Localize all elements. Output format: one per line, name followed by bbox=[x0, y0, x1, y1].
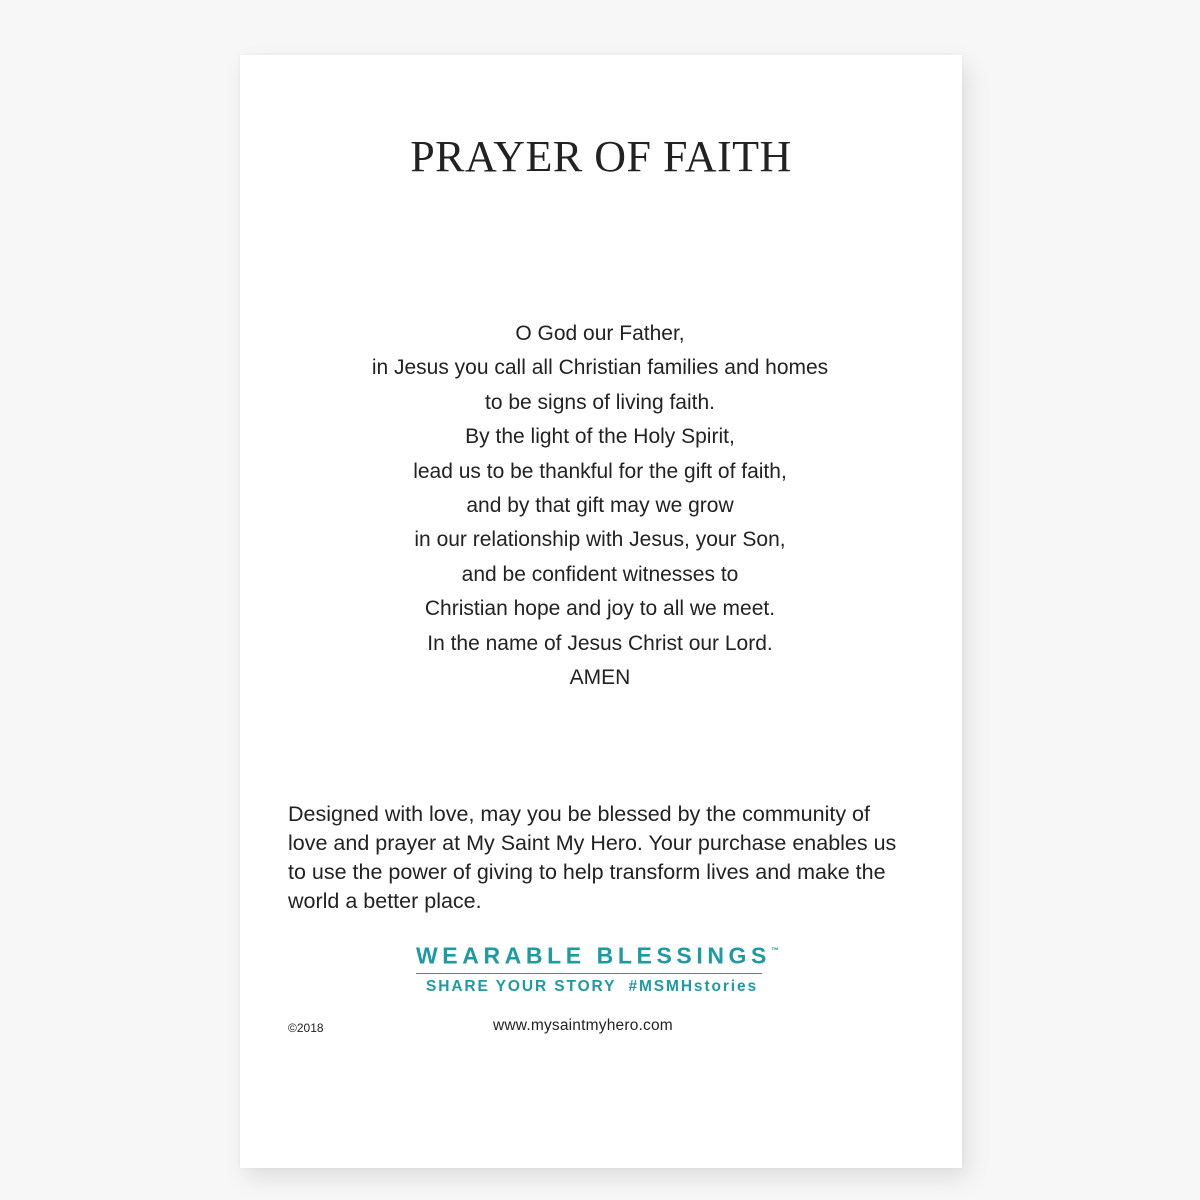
prayer-card bbox=[240, 55, 962, 1168]
prayer-line: in Jesus you call all Christian families and homes bbox=[371, 356, 829, 380]
prayer-amen: AMEN bbox=[569, 666, 631, 690]
prayer-body bbox=[240, 317, 945, 695]
prayer-line: in our relationship with Jesus, your Son, bbox=[414, 528, 786, 552]
prayer-line: and be confident witnesses to bbox=[461, 562, 739, 586]
prayer-line: lead us to be thankful for the gift of faith, bbox=[413, 459, 787, 483]
prayer-title: PRAYER OF FAITH bbox=[410, 132, 792, 181]
prayer-line: O God our Father, bbox=[515, 322, 685, 345]
prayer-line: to be signs of living faith. bbox=[485, 390, 715, 414]
brand-divider bbox=[416, 973, 762, 974]
website-url: www.mysaintmyhero.com bbox=[493, 1017, 673, 1034]
blessing-paragraph: Designed with love, may you be blessed by the community of love and prayer at My Saint My Hero. Your purchase enables us to use the power of giving to help transform lives and make the world a better place. bbox=[288, 802, 897, 913]
copyright-notice: ©2018 bbox=[288, 1021, 324, 1035]
brand-name: WEARABLE BLESSINGS bbox=[416, 942, 771, 969]
prayer-line: In the name of Jesus Christ our Lord. bbox=[427, 631, 773, 655]
brand-tagline: SHARE YOUR STORY #MSMHstories bbox=[426, 977, 759, 995]
prayer-line: Christian hope and joy to all we meet. bbox=[424, 597, 776, 621]
brand-logo bbox=[416, 939, 779, 996]
prayer-line: and by that gift may we grow bbox=[466, 494, 734, 518]
trademark-mark: ™ bbox=[770, 946, 779, 955]
prayer-line: By the light of the Holy Spirit, bbox=[465, 425, 735, 449]
brand-name-wrap bbox=[416, 939, 779, 970]
